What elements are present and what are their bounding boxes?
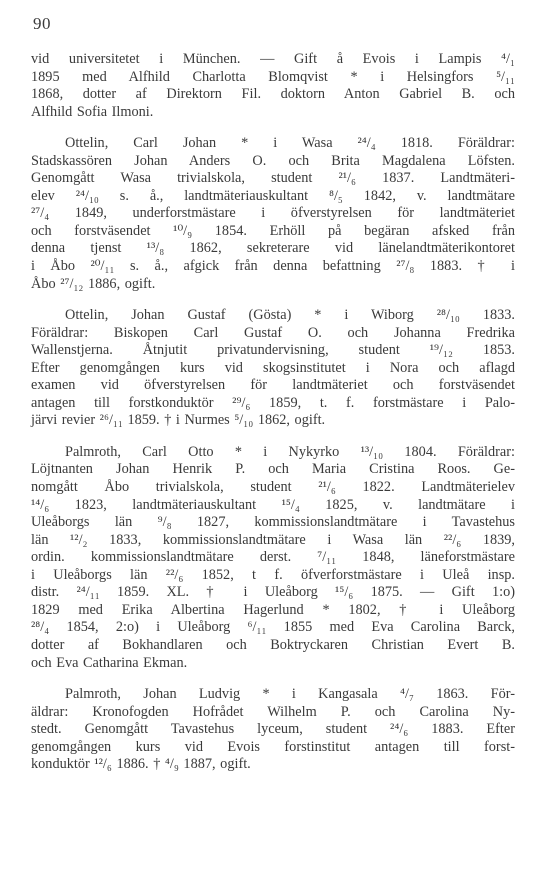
text-line: Palmroth, Johan Ludvig * i Kangasala ⁴/₇ 1863. För- (65, 686, 515, 703)
text-line: ¹⁴/₆ 1823, landtmäteriauskultant ¹⁵/₄ 1825, v. landtmätare i (31, 496, 515, 513)
text-line: och forstväsendet ¹⁰/₉ 1854. Erhöll på begäran afsked från (31, 222, 515, 239)
text-line: Stadskassören Johan Anders O. och Brita Magdalena Löfsten. (31, 152, 515, 169)
text-line: ²⁷/₄ 1849, underforstmästare i öfverstyrelsen för landtmäteriet (31, 205, 515, 222)
text-line: Genomgått Wasa trivialskola, student ²¹/₆ 1837. Landtmäteri- (31, 170, 515, 187)
text-line: i Uleåborgs län ²²/₆ 1852, t f. öfverforstmästare i Uleå insp. (31, 566, 515, 583)
text-line: Föräldrar: Biskopen Carl Gustaf O. och Johanna Fredrika (31, 324, 515, 341)
text-line: antagen till forstkonduktör ²⁹/₆ 1859, t. f. forstmästare i Palo- (31, 394, 515, 411)
entry-ottelin-johan-gustaf (31, 307, 515, 430)
text-line: elev ²⁴/₁₀ s. å., landtmäteriauskultant ⁸/₅ 1842, v. landtmätare (31, 187, 515, 204)
text-line: ²⁸/₄ 1854, 2:o) i Uleåborg ⁶/₁₁ 1855 med Eva Carolina Barck, (31, 619, 515, 636)
text-line: 1868, dotter af Direktorn Fil. doktorn Anton Gabriel B. och (31, 86, 515, 103)
text-line: distr. ²⁴/₁₁ 1859. XL. † i Uleåborg ¹⁵/₆ 1875. — Gift 1:o) (31, 584, 515, 601)
text-line: Palmroth, Carl Otto * i Nykyrko ¹³/₁₀ 1804. Föräldrar: (65, 443, 515, 460)
text-line: län ¹²/₂ 1833, kommissionslandtmätare i Wasa län ²²/₆ 1839, (31, 531, 515, 548)
text-line: och Eva Catharina Ekman. (31, 654, 188, 671)
text-line: i Åbo ²⁰/₁₁ s. å., afgick från denna befattning ²⁷/₈ 1883. † i (31, 258, 515, 275)
text-line: dotter af Bokhandlaren och Boktryckaren Christian Evert B. (31, 636, 515, 653)
text-line: Ottelin, Johan Gustaf (Gösta) * i Wiborg ²⁸/₁₀ 1833. (65, 307, 515, 324)
text-line: denna tjenst ¹³/₈ 1862, sekreterare vid länelandtmäterikontoret (31, 240, 515, 257)
text-line: järvi revier ²⁶/₁₁ 1859. † i Nurmes ⁵/₁₀ 1862, ogift. (31, 412, 326, 429)
text-line: Ottelin, Carl Johan * i Wasa ²⁴/₄ 1818. Föräldrar: (65, 135, 515, 152)
text-line: Alfhild Sofia Ilmoni. (31, 103, 154, 120)
text-line: stedt. Genomgått Tavastehus lyceum, student ²⁴/₆ 1883. Efter (31, 721, 515, 738)
text-line: Wallenstjerna. Åtnjutit privatundervisning, student ¹⁹/₁₂ 1853. (31, 342, 515, 359)
page-number: 90 (33, 14, 51, 33)
text-line: Uleåborgs län ⁹/₈ 1827, kommissionslandtmätare i Tavastehus (31, 514, 515, 531)
text-line: Löjtnanten Johan Henrik P. och Maria Cristina Roos. Ge- (31, 461, 515, 478)
text-line: nomgått Åbo trivialskola, student ²¹/₆ 1822. Landtmäterielev (31, 479, 515, 496)
text-line: äldrar: Kronofogden Hofrådet Wilhelm P. och Carolina Ny- (31, 703, 515, 720)
entry-palmroth-carl-otto (31, 443, 515, 672)
entry-ottelin-carl-johan (31, 135, 515, 293)
text-line: Efter genomgången kurs vid skogsinstitutet i Nora och aflagd (31, 359, 515, 376)
text-line: Åbo ²⁷/₁₂ 1886, ogift. (31, 275, 156, 292)
text-line: examen vid öfverstyrelsen för landtmäteriet och forstväsendet (31, 377, 515, 394)
text-line: ordin. kommissionslandtmätare derst. ⁷/₁₁ 1848, läneforstmästare (31, 549, 515, 566)
text-line: 1895 med Alfhild Charlotta Blomqvist * i Helsingfors ⁵/₁₁ (31, 68, 515, 85)
text-line: konduktör ¹²/₆ 1886. † ⁴/₉ 1887, ogift. (31, 756, 251, 773)
paragraph-continuation (31, 51, 515, 121)
text-line: genomgången kurs vid Evois forstinstitut antagen till forst- (31, 738, 515, 755)
page-body (31, 51, 515, 774)
text-line: 1829 med Erika Albertina Hagerlund * 1802, † i Uleåborg (31, 601, 515, 618)
text-line: vid universitetet i München. — Gift å Evois i Lampis ⁴/₁ (31, 51, 515, 67)
entry-palmroth-johan-ludvig (31, 686, 515, 774)
